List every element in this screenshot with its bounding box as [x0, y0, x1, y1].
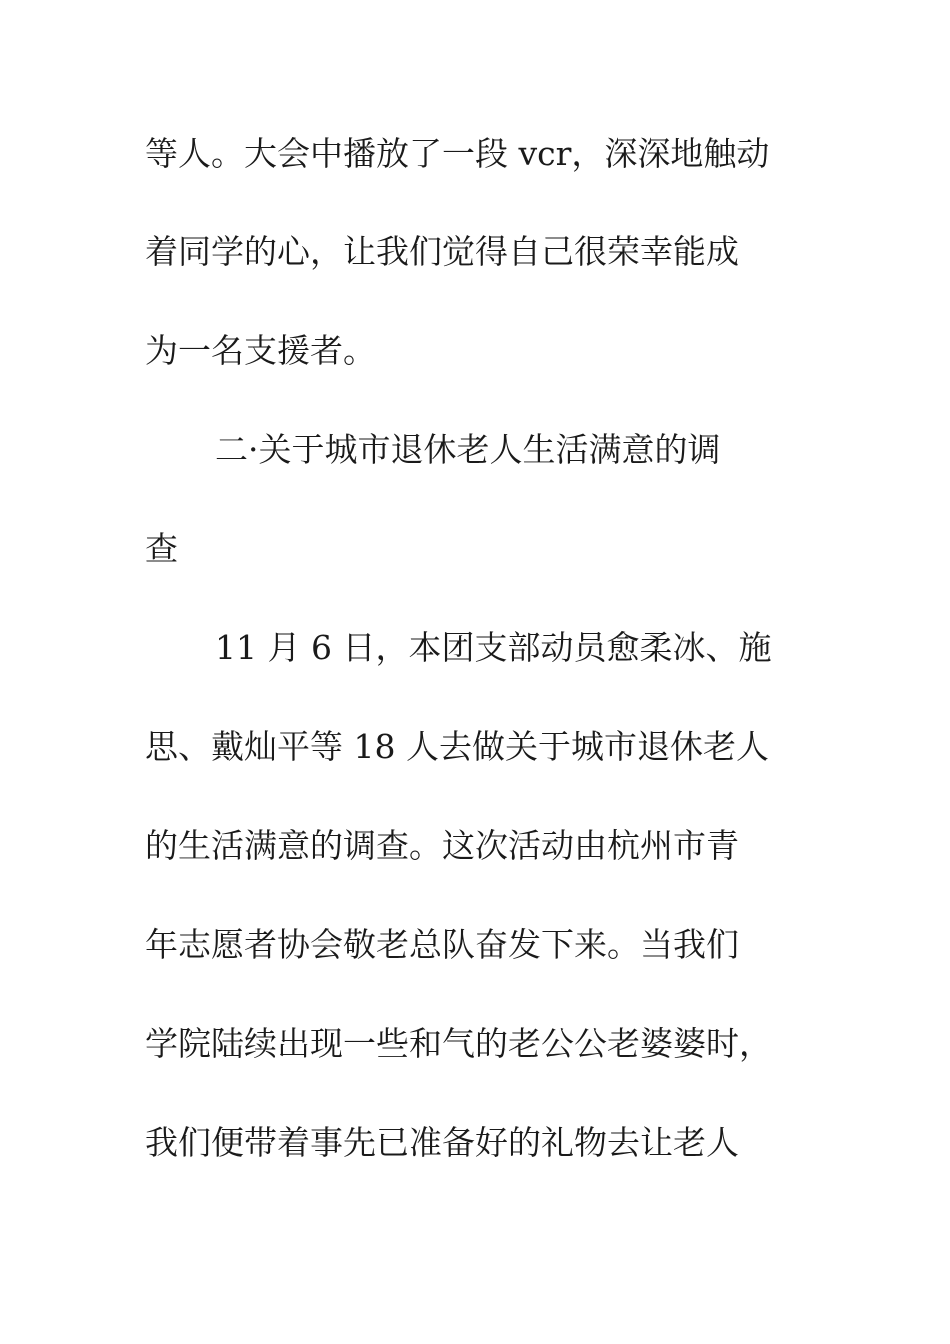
paragraph-line-4: 11 月 6 日，本团支部动员愈柔冰、施 [215, 628, 772, 667]
paragraph-line-7: 年志愿者协会敬老总队奋发下来。当我们 [145, 925, 739, 964]
paragraph-line-6: 的生活满意的调查。这次活动由杭州市青 [145, 826, 739, 865]
section-heading-line-1: 二·关于城市退休老人生活满意的调 [215, 430, 721, 469]
paragraph-line-9: 我们便带着事先已准备好的礼物去让老人 [145, 1123, 739, 1162]
section-heading-line-2: 查 [145, 529, 178, 568]
paragraph-line-3: 为一名支援者。 [145, 331, 376, 370]
paragraph-line-2: 着同学的心，让我们觉得自己很荣幸能成 [145, 232, 739, 271]
paragraph-line-5: 思、戴灿平等 18 人去做关于城市退休老人 [145, 727, 769, 766]
paragraph-line-1: 等人。大会中播放了一段 vcr，深深地触动 [145, 134, 770, 173]
paragraph-line-8: 学院陆续出现一些和气的老公公老婆婆时， [145, 1024, 772, 1063]
